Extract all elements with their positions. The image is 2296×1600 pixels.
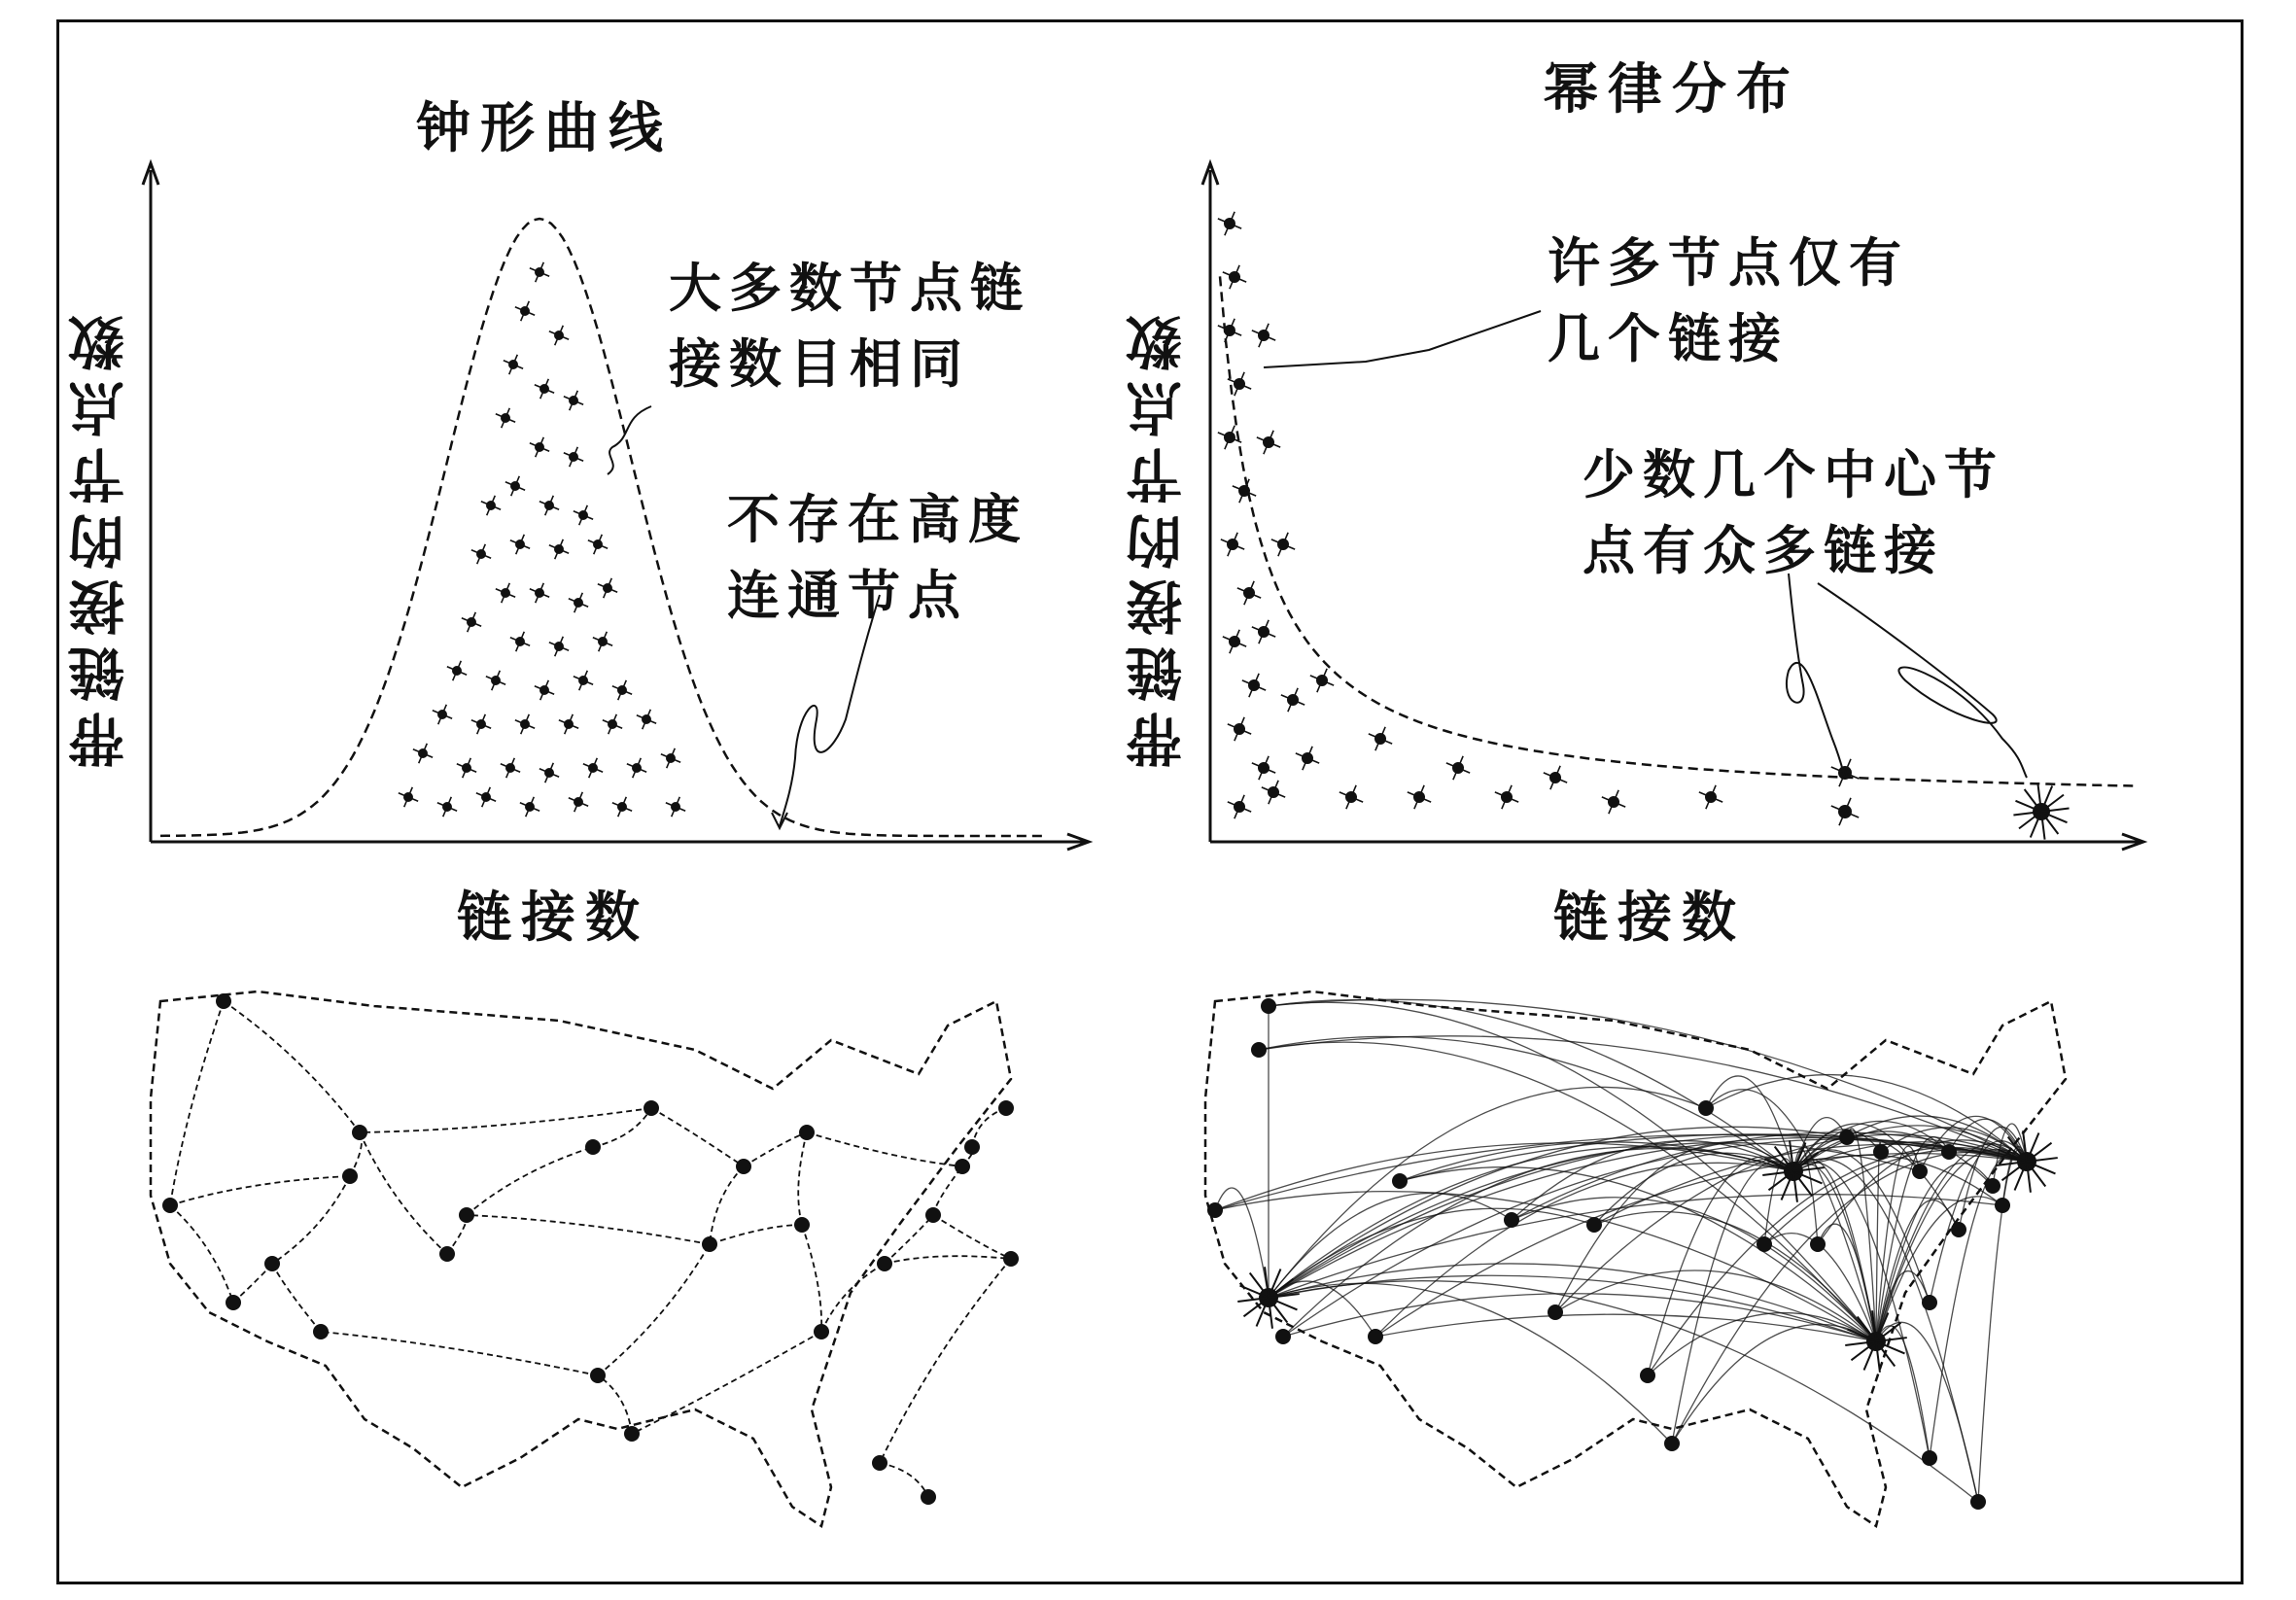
scale-free-node-15 xyxy=(1873,1144,1889,1160)
random-node-7 xyxy=(459,1207,474,1223)
bell-node-33 xyxy=(559,714,578,734)
scale-free-node-17 xyxy=(1985,1178,2000,1194)
random-node-22 xyxy=(921,1489,936,1505)
scale-free-link-86 xyxy=(1930,1153,2027,1458)
scale-free-node-14 xyxy=(1912,1164,1928,1179)
random-node-6 xyxy=(439,1246,455,1262)
random-node-19 xyxy=(998,1100,1014,1116)
power-node-8 xyxy=(1223,630,1246,653)
power-node-15 xyxy=(1271,533,1295,556)
power-many-annotation xyxy=(1548,226,1909,377)
scale-free-link-60 xyxy=(1876,1322,1978,1502)
power-node-25 xyxy=(1495,785,1518,809)
bell-node-15 xyxy=(588,535,608,554)
scale-free-node-13 xyxy=(1922,1295,1937,1310)
scale-free-link-49 xyxy=(1648,1313,1876,1375)
bell-node-28 xyxy=(574,671,593,690)
scale-free-node-20 xyxy=(1970,1494,1986,1510)
scale-free-node-7 xyxy=(1548,1304,1563,1320)
bell-node-32 xyxy=(515,714,535,734)
bell-node-43 xyxy=(399,787,418,807)
power-node-16 xyxy=(1252,620,1275,643)
random-link-17 xyxy=(885,1215,933,1264)
power-node-21 xyxy=(1339,785,1363,809)
bell-node-12 xyxy=(574,505,593,525)
random-node-12 xyxy=(794,1217,810,1233)
scale-free-link-6 xyxy=(1269,1283,1672,1443)
bell-node-11 xyxy=(481,496,501,515)
bell-node-21 xyxy=(462,612,481,632)
random-node-5 xyxy=(313,1324,329,1339)
random-node-1 xyxy=(162,1198,178,1213)
bell-node-7 xyxy=(530,437,549,457)
scale-free-node-9 xyxy=(1640,1368,1655,1383)
scale-free-node-4 xyxy=(1368,1329,1383,1344)
bell-node-39 xyxy=(539,763,559,783)
random-link-4 xyxy=(272,1264,321,1332)
bell-node-10 xyxy=(539,496,559,515)
power-many-leader xyxy=(1264,311,1541,367)
power-node-14 xyxy=(1257,431,1280,454)
bell-node-23 xyxy=(549,637,569,656)
random-node-17 xyxy=(955,1159,970,1174)
bell-node-14 xyxy=(549,539,569,559)
power-many-annotation-line-2: 几个链接 xyxy=(1548,308,1789,369)
bell-node-8 xyxy=(564,447,583,467)
scale-free-link-45 xyxy=(1400,1167,1876,1341)
random-node-0 xyxy=(216,993,231,1009)
power-node-0 xyxy=(1218,212,1241,235)
bell-peak-annotation-line-1: 大多数节点链 xyxy=(669,258,1030,319)
power-node-5 xyxy=(1233,479,1256,503)
power-node-22 xyxy=(1369,727,1392,750)
scale-free-node-2 xyxy=(1207,1202,1223,1218)
power-node-24 xyxy=(1446,756,1470,780)
power-hub-node-3 xyxy=(2013,783,2069,839)
random-node-21 xyxy=(872,1455,887,1471)
bell-tail-annotation-line-1: 不存在高度 xyxy=(727,489,1028,550)
bell-node-25 xyxy=(447,661,467,680)
bell-node-1 xyxy=(515,301,535,321)
bell-node-5 xyxy=(564,391,583,410)
random-node-3 xyxy=(342,1168,358,1184)
scale-free-node-18 xyxy=(1995,1198,2010,1213)
random-node-16 xyxy=(925,1207,941,1223)
power-node-17 xyxy=(1281,688,1305,712)
bell-node-13 xyxy=(510,535,530,554)
scale-free-link-17 xyxy=(1375,1163,1793,1337)
power-node-19 xyxy=(1296,747,1319,770)
power-node-11 xyxy=(1252,756,1275,780)
bell-node-22 xyxy=(510,632,530,651)
random-node-24 xyxy=(590,1368,606,1383)
random-link-14 xyxy=(467,1215,710,1244)
scale-free-link-66 xyxy=(1876,1144,2027,1341)
bell-node-48 xyxy=(612,797,632,817)
power-node-6 xyxy=(1221,533,1244,556)
bell-node-38 xyxy=(501,758,520,778)
bell-node-3 xyxy=(504,355,523,374)
random-node-4 xyxy=(264,1256,280,1271)
bell-node-27 xyxy=(535,680,554,700)
scale-free-node-1 xyxy=(1251,1042,1267,1058)
scale-free-node-12 xyxy=(1664,1436,1680,1451)
bell-node-26 xyxy=(486,671,505,690)
power-node-26 xyxy=(1544,766,1567,789)
power-node-27 xyxy=(1602,790,1625,814)
random-link-33 xyxy=(807,1132,962,1166)
bell-node-49 xyxy=(666,797,685,817)
scale-free-link-5 xyxy=(1269,1087,1706,1298)
scale-free-node-16 xyxy=(1941,1144,1957,1160)
bell-node-35 xyxy=(637,710,656,729)
random-node-18 xyxy=(964,1139,980,1155)
random-network-nodes xyxy=(162,993,1019,1505)
bell-node-9 xyxy=(505,476,525,496)
power-hubs-leader-1 xyxy=(1787,574,1845,778)
scale-free-node-22 xyxy=(1839,1130,1855,1145)
random-link-22 xyxy=(880,1259,1011,1463)
random-link-31 xyxy=(233,1264,272,1303)
scale-free-link-2 xyxy=(1269,1281,1375,1337)
power-x-axis-label: 链接数 xyxy=(1553,887,1746,950)
power-y-axis-label: 带链接的节点数 xyxy=(1126,305,1192,768)
bell-node-2 xyxy=(549,326,569,345)
bell-node-45 xyxy=(476,787,496,807)
random-link-12 xyxy=(798,1132,807,1225)
bell-peak-annotation xyxy=(669,251,1030,402)
bell-node-37 xyxy=(457,758,476,778)
random-link-3 xyxy=(272,1176,350,1264)
power-hubs-annotation-line-1: 少数几个中心节 xyxy=(1583,444,2004,505)
random-node-23 xyxy=(624,1426,640,1442)
scale-free-node-5 xyxy=(1392,1173,1408,1189)
random-link-30 xyxy=(360,1108,651,1132)
scale-free-node-11 xyxy=(1757,1236,1772,1252)
random-node-14 xyxy=(814,1324,829,1339)
scale-free-link-48 xyxy=(1594,1211,1876,1341)
scale-free-node-19 xyxy=(1922,1450,1937,1466)
random-link-15 xyxy=(802,1225,821,1332)
power-node-10 xyxy=(1228,717,1251,741)
bell-node-16 xyxy=(471,544,491,564)
scale-free-node-0 xyxy=(1261,998,1276,1014)
power-node-23 xyxy=(1408,785,1431,809)
bell-node-46 xyxy=(520,797,539,817)
power-hub-node-1 xyxy=(1831,759,1859,786)
power-node-9 xyxy=(1242,674,1266,697)
bell-tail-annotation-line-2: 连通节点 xyxy=(727,565,968,626)
scale-free-node-3 xyxy=(1275,1329,1291,1344)
power-node-7 xyxy=(1237,581,1261,605)
power-many-annotation-line-1: 许多节点仅有 xyxy=(1548,232,1909,294)
power-node-2 xyxy=(1218,319,1241,342)
random-node-20 xyxy=(1003,1251,1019,1267)
random-link-26 xyxy=(321,1332,598,1375)
random-link-28 xyxy=(710,1166,744,1244)
random-link-23 xyxy=(880,1463,928,1497)
scale-free-link-25 xyxy=(1672,1162,1793,1443)
bell-node-29 xyxy=(612,680,632,700)
power-hub-node-2 xyxy=(1831,798,1859,825)
bell-node-41 xyxy=(627,758,646,778)
random-node-8 xyxy=(585,1139,601,1155)
random-link-29 xyxy=(224,1001,360,1132)
random-node-10 xyxy=(736,1159,751,1174)
power-node-12 xyxy=(1228,795,1251,818)
bell-node-47 xyxy=(569,792,588,812)
random-link-0 xyxy=(170,1001,224,1205)
bell-node-36 xyxy=(413,744,433,763)
random-link-1 xyxy=(170,1205,233,1303)
power-law-title: 幂律分布 xyxy=(1544,58,1800,122)
bell-node-0 xyxy=(530,262,549,282)
scale-free-node-6 xyxy=(1504,1212,1519,1228)
power-hubs-annotation-line-2: 点有众多链接 xyxy=(1583,520,1944,581)
scale-free-link-80 xyxy=(1930,1141,2027,1303)
random-link-2 xyxy=(170,1176,350,1205)
bell-y-axis-label: 带链接的节点数 xyxy=(68,305,134,768)
scale-free-node-21 xyxy=(1951,1222,1966,1237)
bell-node-31 xyxy=(471,714,491,734)
bell-node-40 xyxy=(583,758,603,778)
power-node-18 xyxy=(1262,781,1285,804)
random-link-11 xyxy=(744,1132,807,1166)
bell-node-17 xyxy=(496,583,515,603)
random-node-9 xyxy=(644,1100,659,1116)
bell-peak-leader xyxy=(608,406,651,474)
bell-node-19 xyxy=(569,593,588,612)
random-link-13 xyxy=(710,1225,802,1244)
bell-x-axis-label: 链接数 xyxy=(457,887,649,950)
random-link-27 xyxy=(598,1244,710,1375)
random-link-6 xyxy=(360,1132,447,1254)
power-hubs-annotation xyxy=(1583,437,2004,589)
bell-nodes-group xyxy=(399,262,685,817)
random-node-25 xyxy=(352,1125,367,1140)
bell-node-44 xyxy=(437,797,457,817)
bell-tail-annotation xyxy=(727,482,1028,634)
scale-free-node-8 xyxy=(1586,1217,1602,1233)
random-link-10 xyxy=(651,1108,744,1166)
bell-node-6 xyxy=(496,408,515,428)
bell-peak-annotation-line-2: 接数目相同 xyxy=(669,333,970,395)
power-node-28 xyxy=(1699,785,1722,809)
random-link-32 xyxy=(885,1256,1011,1264)
bell-node-34 xyxy=(603,714,622,734)
bell-node-18 xyxy=(530,583,549,603)
bell-node-4 xyxy=(535,379,554,399)
scale-free-hub-3 xyxy=(1996,1130,2058,1193)
bell-node-42 xyxy=(661,748,680,768)
bell-node-24 xyxy=(593,632,612,651)
power-hubs-leader-2 xyxy=(1818,583,2027,778)
scale-free-node-10 xyxy=(1698,1100,1714,1116)
bell-node-30 xyxy=(433,705,452,724)
random-link-8 xyxy=(467,1147,593,1215)
power-node-20 xyxy=(1310,669,1334,692)
scale-free-node-23 xyxy=(1810,1236,1826,1252)
bell-node-20 xyxy=(598,578,617,598)
bell-curve-title: 钟形曲线 xyxy=(416,97,673,160)
scale-free-link-52 xyxy=(1672,1324,1876,1443)
random-link-16 xyxy=(821,1264,885,1332)
power-node-1 xyxy=(1223,265,1246,289)
power-node-13 xyxy=(1252,324,1275,347)
random-node-11 xyxy=(799,1125,815,1140)
random-node-13 xyxy=(702,1236,717,1252)
random-node-2 xyxy=(226,1295,241,1310)
random-link-21 xyxy=(933,1215,1011,1259)
random-node-15 xyxy=(877,1256,892,1271)
